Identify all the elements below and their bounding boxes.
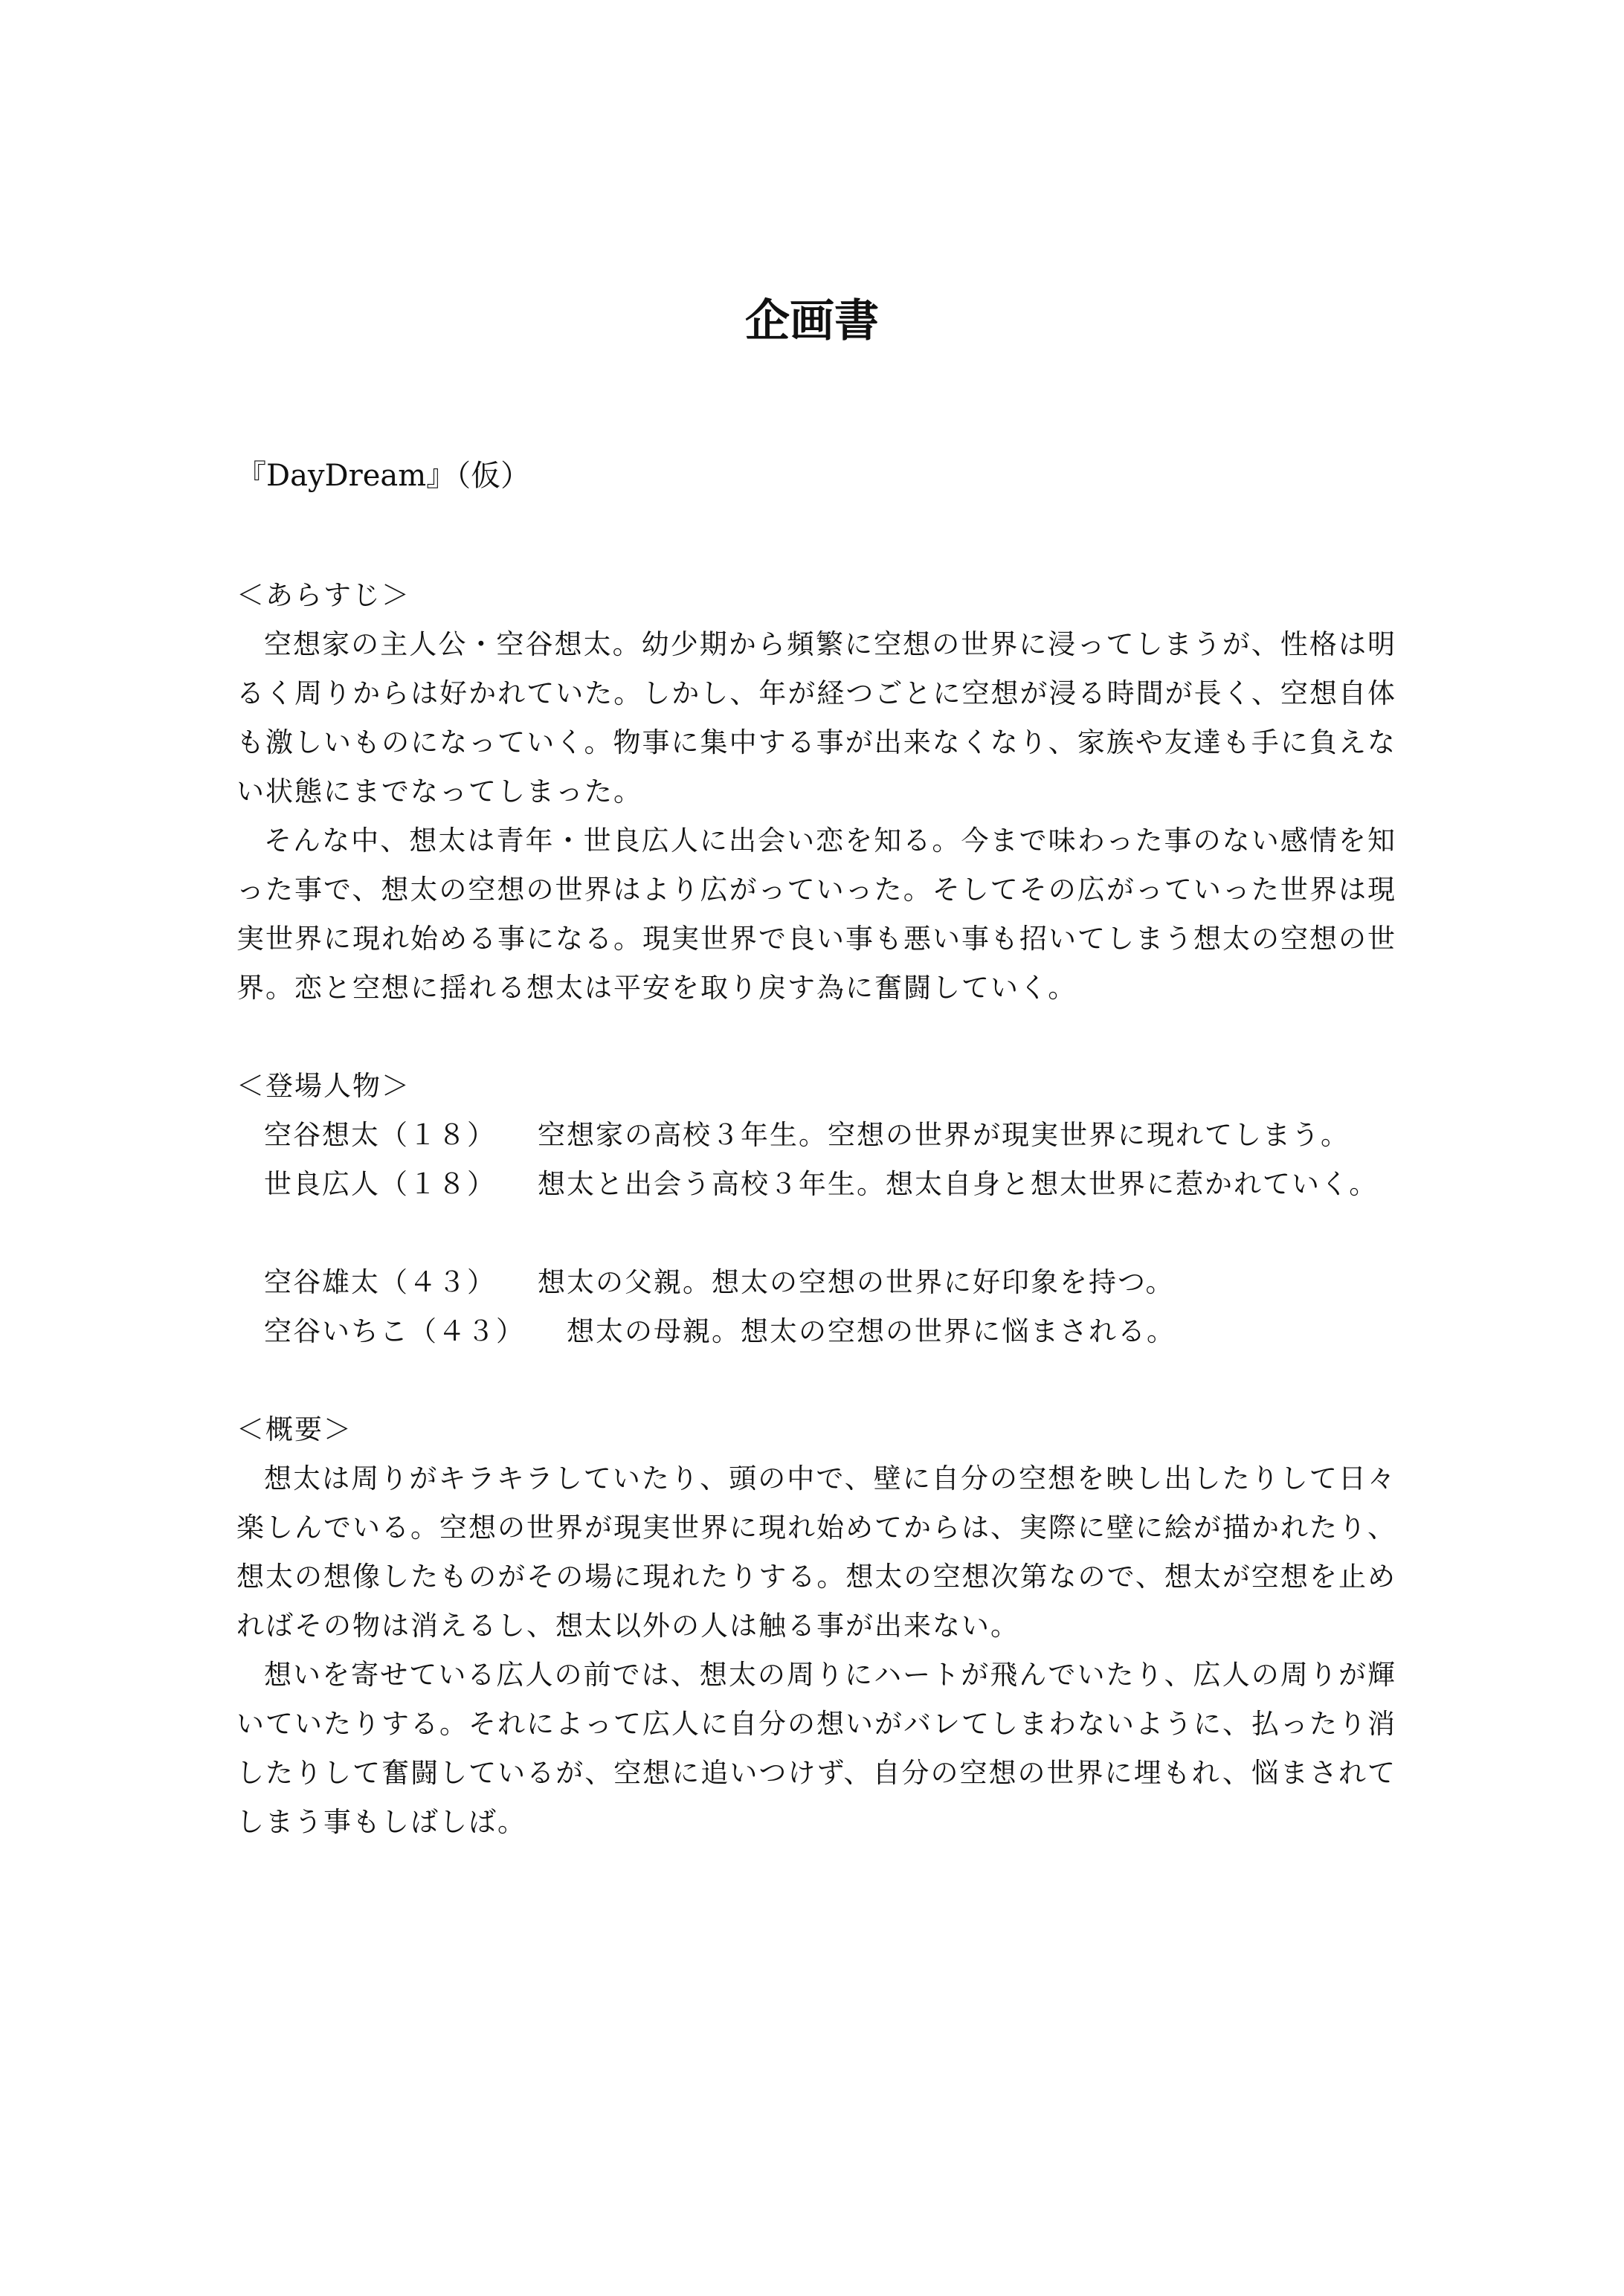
character-row: [236, 1307, 1396, 1356]
character-group-spacer: [236, 1209, 1396, 1258]
overview-heading: ＜概要＞: [236, 1413, 352, 1445]
overview-paragraph: 想いを寄せている広人の前では、想太の周りにハートが飛んでいたり、広人の周りが輝いていたりする。それによって広人に自分の想いがバレてしまわないように、払ったり消したりして奮闘しているが、空想に追いつけず、自分の空想の世界に埋もれ、悩まされてしまう事もしばしば。: [236, 1659, 1396, 1838]
synopsis-section: [236, 571, 1396, 1013]
overview-section: [236, 1405, 1396, 1847]
section-spacer: [236, 1356, 1396, 1405]
character-description: 想太の父親。想太の空想の世界に好印象を持つ。: [538, 1266, 1175, 1298]
synopsis-paragraph: そんな中、想太は青年・世良広人に出会い恋を知る。今まで味わった事のない感情を知った事で、想太の空想の世界はより広がっていった。そしてその広がっていった世界は現実世界に現れ始める事になる。現実世界で良い事も悪い事も招いてしまう想太の空想の世界。恋と空想に揺れる想太は平安を取り戻す為に奮闘していく。: [236, 825, 1396, 1004]
synopsis-heading: ＜あらすじ＞: [236, 579, 410, 611]
document-body: [236, 571, 1396, 1847]
character-name: 空谷いちこ（４３）: [264, 1315, 525, 1347]
section-spacer: [236, 1013, 1396, 1062]
characters-section: [236, 1062, 1396, 1356]
work-title: 『DayDream』（仮）: [236, 459, 531, 493]
characters-heading: ＜登場人物＞: [236, 1070, 410, 1102]
character-name: 空谷想太（１８）: [264, 1119, 496, 1151]
character-name: 世良広人（１８）: [264, 1168, 496, 1200]
synopsis-paragraph: 空想家の主人公・空谷想太。幼少期から頻繁に空想の世界に浸ってしまうが、性格は明るく周りからは好かれていた。しかし、年が経つごとに空想が浸る時間が長く、空想自体も激しいものになっていく。物事に集中する事が出来なくなり、家族や友達も手に負えない状態にまでなってしまった。: [236, 628, 1396, 807]
character-description: 空想家の高校３年生。空想の世界が現実世界に現れてしまう。: [538, 1119, 1350, 1151]
character-description: 想太の母親。想太の空想の世界に悩まされる。: [567, 1315, 1176, 1347]
overview-paragraph: 想太は周りがキラキラしていたり、頭の中で、壁に自分の空想を映し出したりして日々楽しんでいる。空想の世界が現実世界に現れ始めてからは、実際に壁に絵が描かれたり、想太の想像したものがその場に現れたりする。想太の空想次第なので、想太が空想を止めればその物は消えるし、想太以外の人は触る事が出来ない。: [236, 1463, 1396, 1642]
character-row: [236, 1160, 1396, 1209]
character-description: 想太と出会う高校３年生。想太自身と想太世界に惹かれていく。: [538, 1168, 1379, 1200]
character-name: 空谷雄太（４３）: [264, 1266, 496, 1298]
document-title: 企画書: [745, 295, 879, 347]
character-row: [236, 1111, 1396, 1160]
character-row: [236, 1258, 1396, 1307]
